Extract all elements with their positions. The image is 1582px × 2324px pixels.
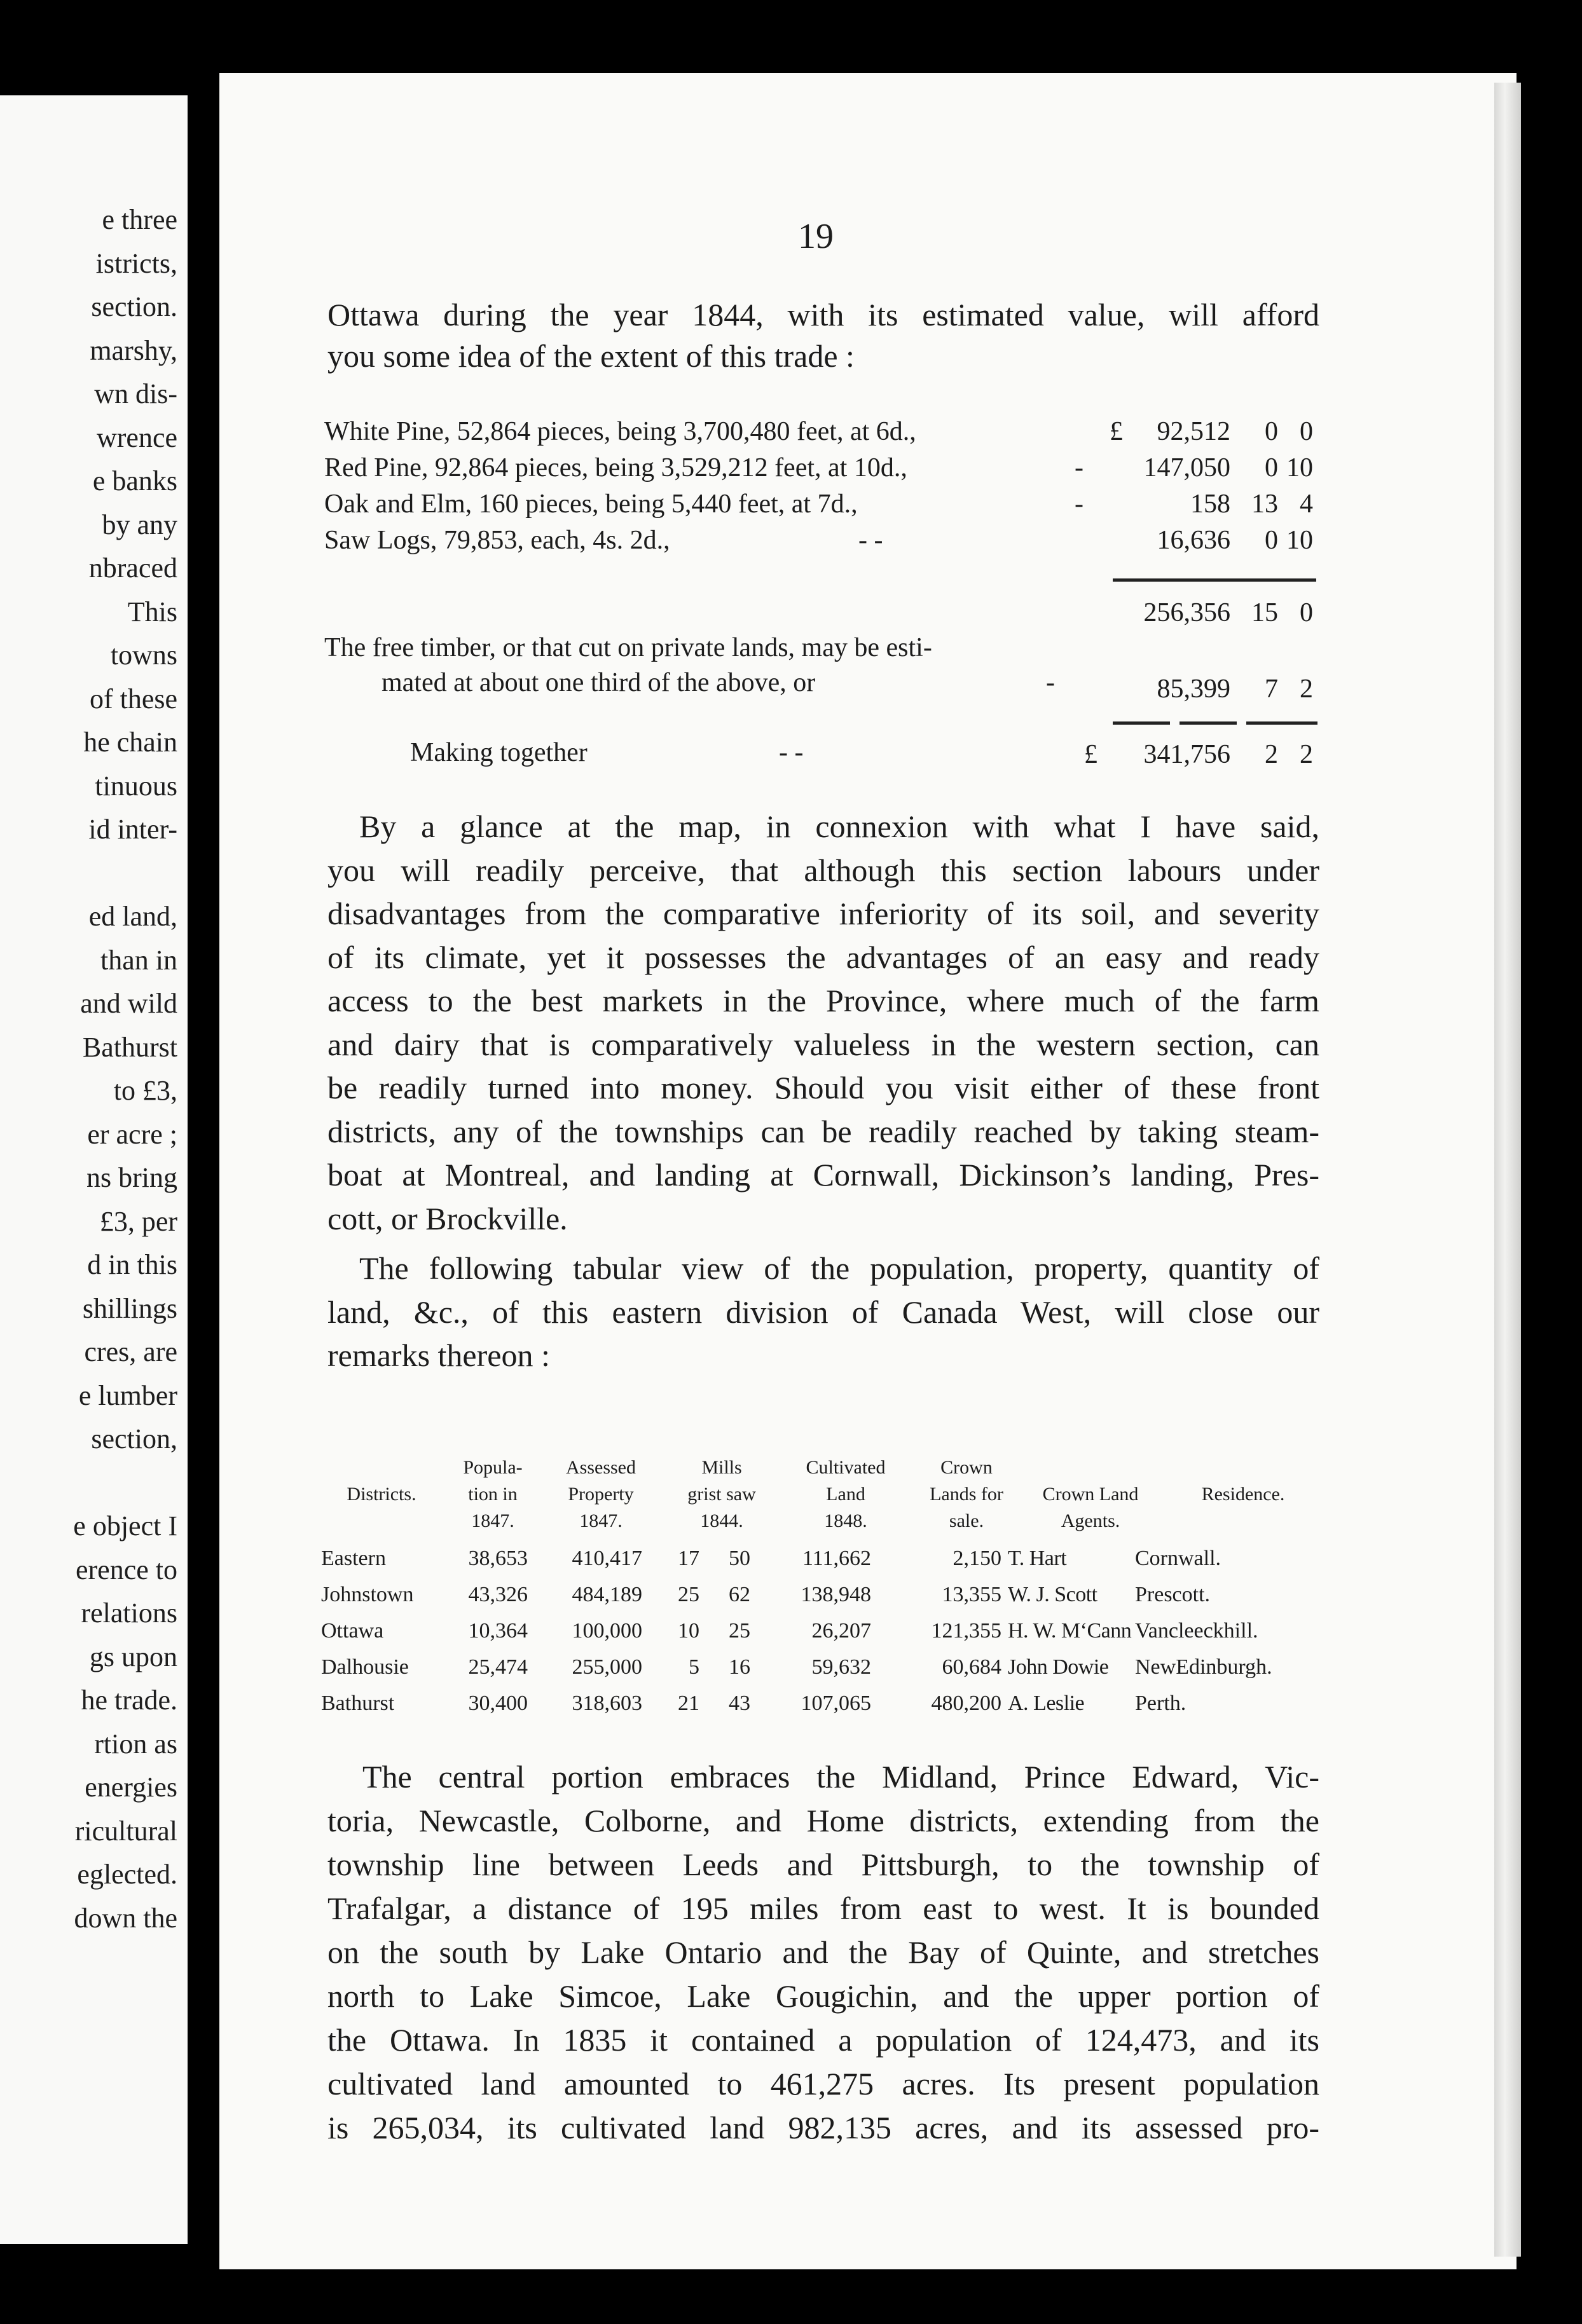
- amount-pence: 4: [1300, 489, 1313, 519]
- table-cell: 121,355: [931, 1619, 1001, 1643]
- left-page-text-fragment: This: [127, 596, 177, 627]
- leader-dash: -: [1075, 453, 1083, 482]
- table-cell: 43,326: [468, 1583, 528, 1606]
- paragraph-line: and dairy that is comparatively valueless in the western section, can: [327, 1026, 1319, 1062]
- total-rule: [1180, 721, 1237, 725]
- table-header: 1848.: [824, 1510, 867, 1531]
- table-cell-district: Ottawa: [321, 1619, 384, 1643]
- free-timber-pence: 2: [1300, 674, 1313, 704]
- left-page-text-fragment: erence to: [76, 1554, 177, 1585]
- leader-dash: - -: [858, 526, 883, 555]
- table-cell: 5: [689, 1655, 699, 1679]
- left-page-text-fragment: cres, are: [84, 1336, 177, 1367]
- left-page-text-fragment: gs upon: [89, 1641, 177, 1672]
- left-page-text-fragment: tinuous: [95, 770, 177, 802]
- table-cell: 484,189: [572, 1583, 642, 1606]
- page: [219, 73, 1517, 2269]
- paragraph-line: of its climate, yet it possesses the advantages of an easy and ready: [327, 939, 1319, 975]
- left-page-text-fragment: relations: [81, 1597, 177, 1629]
- left-page-text-fragment: by any: [102, 509, 177, 540]
- left-page-text-fragment: he trade.: [81, 1685, 177, 1716]
- left-page-text-fragment: e banks: [92, 465, 177, 496]
- free-timber-shillings: 7: [1265, 674, 1278, 704]
- table-cell: 59,632: [811, 1655, 871, 1679]
- left-page-text-fragment: wn dis-: [94, 378, 177, 409]
- sum-rule: [1113, 578, 1316, 582]
- paragraph-line: be readily turned into money. Should you visit either of these front: [327, 1070, 1319, 1105]
- table-cell: 21: [678, 1692, 699, 1715]
- currency-symbol: £: [1110, 417, 1123, 446]
- paragraph-line: By a glance at the map, in connexion with what I have said,: [359, 809, 1319, 844]
- table-cell: 43: [729, 1692, 750, 1715]
- total-pounds: 341,756: [1143, 740, 1230, 769]
- table-cell: 62: [729, 1583, 750, 1606]
- leader-dash: -: [1046, 668, 1055, 697]
- table-cell: 60,684: [942, 1655, 1001, 1679]
- amount-shillings: 0: [1265, 526, 1278, 555]
- table-cell: 25: [729, 1619, 750, 1643]
- table-cell: Prescott.: [1135, 1583, 1211, 1606]
- left-page-text-fragment: eglected.: [77, 1859, 177, 1890]
- table-header: 1847.: [471, 1510, 514, 1531]
- table-header: Cultivated: [806, 1457, 886, 1478]
- left-page-text-fragment: d in this: [87, 1249, 177, 1280]
- table-cell: H. W. M‘Cann: [1008, 1619, 1132, 1643]
- left-page-text-fragment: £3, per: [99, 1205, 177, 1237]
- table-cell-district: Eastern: [321, 1547, 386, 1570]
- left-page-text-fragment: e object I: [73, 1510, 177, 1541]
- left-page-text-fragment: shillings: [82, 1292, 177, 1324]
- left-page-text-fragment: e three: [102, 204, 177, 235]
- left-page-text-fragment: section.: [91, 291, 177, 322]
- amount-shillings: 0: [1265, 417, 1278, 446]
- table-cell: 50: [729, 1547, 750, 1570]
- left-page-text-fragment: nbraced: [88, 552, 177, 584]
- left-page-text-fragment: than in: [100, 944, 177, 976]
- amount-pence: 10: [1286, 526, 1313, 555]
- total-shillings: 2: [1265, 740, 1278, 769]
- paragraph-line: The central portion embraces the Midland, Prince Edward, Vic-: [362, 1759, 1319, 1794]
- paragraph-line: remarks thereon :: [327, 1337, 550, 1373]
- table-cell: Cornwall.: [1135, 1547, 1221, 1570]
- paragraph-line: access to the best markets in the Province, where much of the farm: [327, 983, 1319, 1018]
- left-page-text-fragment: energies: [85, 1772, 177, 1803]
- table-cell: 318,603: [572, 1692, 642, 1715]
- timber-description: White Pine, 52,864 pieces, being 3,700,480 feet, at 6d.,: [324, 417, 916, 446]
- subtotal-pence: 0: [1300, 598, 1313, 627]
- table-header: Assessed: [566, 1457, 636, 1478]
- left-page-text-fragment: rtion as: [94, 1728, 177, 1760]
- table-cell: 38,653: [468, 1547, 528, 1570]
- table-cell: W. J. Scott: [1008, 1583, 1097, 1606]
- table-cell: 16: [729, 1655, 750, 1679]
- page-edge: [1494, 83, 1521, 2257]
- paragraph-line: township line between Leeds and Pittsburgh, to the township of: [327, 1847, 1319, 1882]
- table-cell: 13,355: [942, 1583, 1001, 1606]
- table-cell-district: Johnstown: [321, 1583, 414, 1606]
- table-cell: 25: [678, 1583, 699, 1606]
- left-page-text-fragment: id inter-: [88, 814, 177, 845]
- table-cell: 26,207: [811, 1619, 871, 1643]
- intro-line: Ottawa during the year 1844, with its estimated value, will afford: [327, 297, 1319, 332]
- table-cell: 10,364: [468, 1619, 528, 1643]
- table-header: Mills: [701, 1457, 742, 1478]
- subtotal-pounds: 256,356: [1143, 598, 1230, 627]
- paragraph-line: land, &c., of this eastern division of Canada West, will close our: [327, 1294, 1319, 1330]
- left-page-text-fragment: and wild: [80, 988, 177, 1019]
- amount-shillings: 13: [1251, 489, 1278, 519]
- subtotal-shillings: 15: [1251, 598, 1278, 627]
- table-header: 1847.: [579, 1510, 622, 1531]
- intro-line: you some idea of the extent of this trade :: [327, 338, 855, 374]
- table-header: Agents.: [1061, 1510, 1120, 1531]
- paragraph-line: is 265,034, its cultivated land 982,135 acres, and its assessed pro-: [327, 2110, 1319, 2145]
- leader-dash: -: [1075, 489, 1083, 519]
- amount-pence: 0: [1300, 417, 1313, 446]
- left-page-text-fragment: ed land,: [88, 901, 177, 932]
- amount-shillings: 0: [1265, 453, 1278, 482]
- table-cell: 25,474: [468, 1655, 528, 1679]
- left-page-text-fragment: wrence: [96, 421, 177, 453]
- paragraph-line: districts, any of the townships can be readily reached by taking steam-: [327, 1113, 1319, 1149]
- amount-pence: 10: [1286, 453, 1313, 482]
- amount-pounds: 158: [1190, 489, 1230, 519]
- left-page-text-fragment: marshy,: [90, 334, 177, 366]
- table-cell: 410,417: [572, 1547, 642, 1570]
- table-cell: A. Leslie: [1008, 1692, 1085, 1715]
- table-cell: 2,150: [953, 1547, 1001, 1570]
- paragraph-line: cultivated land amounted to 461,275 acres. Its present population: [327, 2066, 1319, 2102]
- table-header: Popula-: [463, 1457, 523, 1478]
- paragraph-line: cott, or Brockville.: [327, 1200, 568, 1236]
- leader-dash: - -: [779, 738, 804, 767]
- table-header: 1844.: [700, 1510, 743, 1531]
- table-header: Crown Land: [1042, 1484, 1139, 1505]
- table-header: Residence.: [1201, 1484, 1285, 1505]
- table-header: Crown: [940, 1457, 993, 1478]
- table-header: tion in: [468, 1484, 518, 1505]
- left-page-text-fragment: of these: [89, 683, 177, 714]
- left-page-text-fragment: istricts,: [95, 247, 177, 279]
- paragraph-line: Trafalgar, a distance of 195 miles from east to west. It is bounded: [327, 1890, 1319, 1926]
- paragraph-line: The following tabular view of the population, property, quantity of: [359, 1250, 1319, 1286]
- paragraph-line: on the south by Lake Ontario and the Bay of Quinte, and stretches: [327, 1934, 1319, 1970]
- table-cell: T. Hart: [1008, 1547, 1067, 1570]
- table-cell: NewEdinburgh.: [1135, 1655, 1272, 1679]
- left-page-text-fragment: Bathurst: [82, 1031, 177, 1063]
- amount-pounds: 147,050: [1143, 453, 1230, 482]
- table-cell: 111,662: [802, 1547, 871, 1570]
- paragraph-line: toria, Newcastle, Colborne, and Home districts, extending from the: [327, 1803, 1319, 1838]
- table-header: Lands for: [930, 1484, 1003, 1505]
- timber-description: Red Pine, 92,864 pieces, being 3,529,212 feet, at 10d.,: [324, 453, 907, 482]
- paragraph-line: disadvantages from the comparative inferiority of its soil, and severity: [327, 896, 1319, 931]
- table-cell-district: Bathurst: [321, 1692, 395, 1715]
- total-pence: 2: [1300, 740, 1313, 769]
- free-timber-pounds: 85,399: [1157, 674, 1230, 704]
- previous-page-strip: [0, 95, 188, 2244]
- timber-description: Oak and Elm, 160 pieces, being 5,440 feet, at 7d.,: [324, 489, 858, 519]
- currency-symbol: £: [1084, 740, 1097, 769]
- table-cell: 10: [678, 1619, 699, 1643]
- table-header: sale.: [949, 1510, 984, 1531]
- table-cell: John Dowie: [1008, 1655, 1109, 1679]
- left-page-text-fragment: down the: [74, 1902, 177, 1934]
- left-page-text-fragment: e lumber: [78, 1379, 177, 1411]
- table-cell: Perth.: [1135, 1692, 1186, 1715]
- paragraph-line: you will readily perceive, that although this section labours under: [327, 852, 1319, 888]
- table-cell: 480,200: [931, 1692, 1001, 1715]
- table-header: Property: [568, 1484, 634, 1505]
- amount-pounds: 16,636: [1157, 526, 1230, 555]
- left-page-text-fragment: towns: [110, 639, 177, 671]
- free-timber-line: The free timber, or that cut on private lands, may be esti-: [324, 633, 932, 662]
- left-page-text-fragment: ns bring: [86, 1162, 177, 1193]
- table-cell: 17: [678, 1547, 699, 1570]
- left-page-text-fragment: er acre ;: [87, 1118, 177, 1150]
- table-header: Districts.: [347, 1484, 416, 1505]
- total-rule: [1246, 721, 1317, 725]
- table-cell: 30,400: [468, 1692, 528, 1715]
- table-cell: 100,000: [572, 1619, 642, 1643]
- timber-description: Saw Logs, 79,853, each, 4s. 2d.,: [324, 526, 670, 555]
- left-page-text-fragment: ricultural: [74, 1815, 177, 1847]
- table-header: grist saw: [687, 1484, 756, 1505]
- total-label: Making together: [410, 738, 588, 767]
- left-page-text-fragment: he chain: [83, 727, 177, 758]
- table-cell: 107,065: [801, 1692, 871, 1715]
- total-rule: [1113, 721, 1170, 725]
- free-timber-line: mated at about one third of the above, or: [382, 668, 816, 697]
- paragraph-line: the Ottawa. In 1835 it contained a population of 124,473, and its: [327, 2022, 1319, 2058]
- table-cell: 138,948: [801, 1583, 871, 1606]
- table-cell: Vancleeckhill.: [1135, 1619, 1258, 1643]
- table-cell: 255,000: [572, 1655, 642, 1679]
- left-page-text-fragment: section,: [91, 1423, 177, 1454]
- paragraph-line: north to Lake Simcoe, Lake Gougichin, and the upper portion of: [327, 1978, 1319, 2014]
- left-page-text-fragment: to £3,: [113, 1075, 177, 1106]
- amount-pounds: 92,512: [1157, 417, 1230, 446]
- table-cell-district: Dalhousie: [321, 1655, 409, 1679]
- table-header: Land: [826, 1484, 865, 1505]
- page-number: 19: [798, 217, 834, 256]
- paragraph-line: boat at Montreal, and landing at Cornwall, Dickinson’s landing, Pres-: [327, 1157, 1319, 1193]
